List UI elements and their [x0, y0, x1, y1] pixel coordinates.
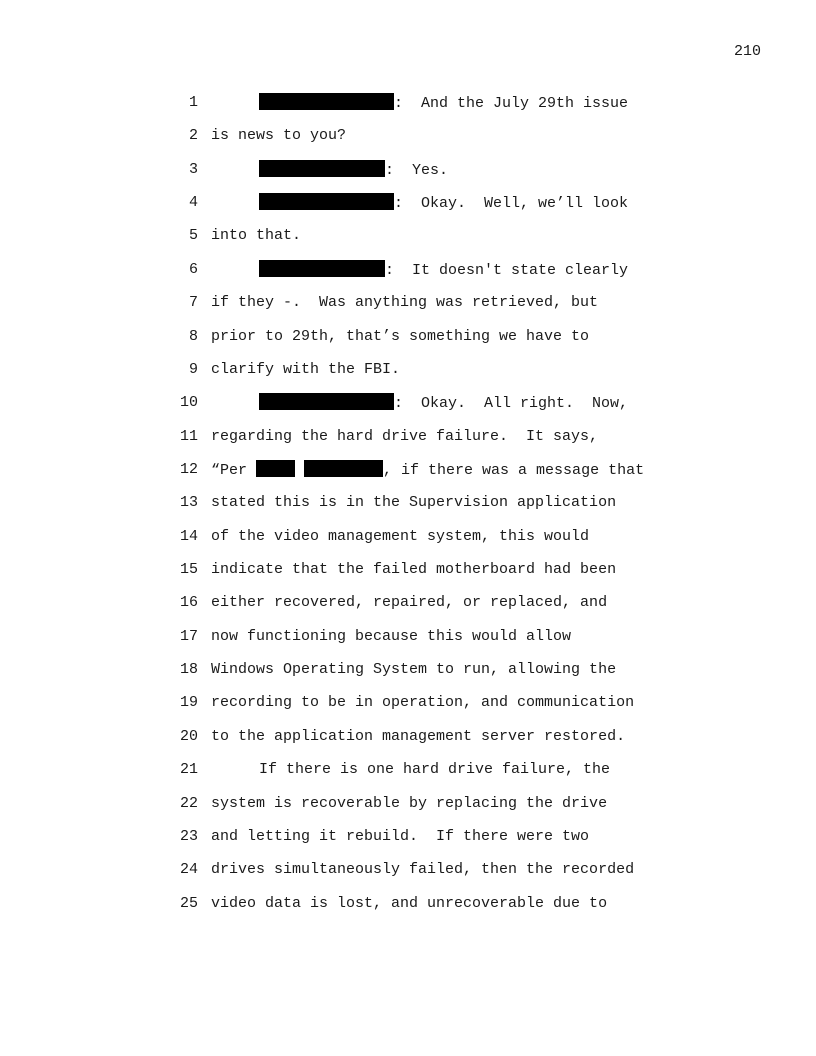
transcript-line — [0, 827, 816, 860]
line-number: 16 — [179, 594, 198, 612]
transcript-line — [0, 360, 816, 393]
line-number: 9 — [188, 360, 198, 378]
redaction-speaker — [259, 193, 394, 210]
line-text: : Yes. — [211, 160, 448, 181]
line-number: 19 — [179, 694, 198, 712]
line-number: 1 — [188, 94, 198, 111]
line-text: to the application management server restored. — [211, 727, 626, 745]
transcript-line — [0, 460, 816, 493]
line-text: clarify with the FBI. — [211, 360, 401, 378]
transcript-line — [0, 727, 816, 760]
redaction-speaker — [259, 393, 394, 410]
transcript-lines — [0, 93, 816, 927]
line-text: regarding the hard drive failure. It says, — [211, 427, 599, 445]
line-text: is news to you? — [211, 127, 347, 145]
line-text: recording to be in operation, and communication — [211, 694, 635, 712]
line-text: now functioning because this would allow — [211, 627, 572, 645]
transcript-line — [0, 327, 816, 360]
line-number: 10 — [179, 394, 198, 412]
line-text: : Okay. Well, we’ll look — [211, 193, 628, 214]
transcript-line — [0, 760, 816, 793]
line-text: : It doesn't state clearly — [211, 260, 628, 281]
transcript-line — [0, 560, 816, 593]
transcript-line — [0, 427, 816, 460]
line-text: Windows Operating System to run, allowing the — [211, 661, 617, 679]
line-text: video data is lost, and unrecoverable due to — [211, 894, 608, 912]
transcript-line — [0, 593, 816, 626]
transcript-line — [0, 226, 816, 259]
transcript-line — [0, 393, 816, 426]
transcript-line — [0, 126, 816, 159]
transcript-line — [0, 193, 816, 226]
line-number: 4 — [188, 194, 198, 212]
transcript-line — [0, 160, 816, 193]
line-number: 3 — [188, 160, 198, 178]
line-number: 24 — [179, 861, 198, 879]
transcript-line — [0, 93, 816, 126]
transcript-line — [0, 860, 816, 893]
transcript-line — [0, 794, 816, 827]
line-number: 20 — [179, 727, 198, 745]
redaction-speaker — [259, 160, 385, 177]
line-text: drives simultaneously failed, then the recorded — [211, 861, 635, 879]
line-number: 14 — [179, 527, 198, 545]
transcript-line — [0, 527, 816, 560]
line-number: 2 — [188, 127, 198, 145]
line-text: : Okay. All right. Now, — [211, 393, 628, 414]
line-text: “Per , if there was a message that — [211, 461, 645, 479]
transcript-line — [0, 293, 816, 326]
line-text: either recovered, repaired, or replaced, and — [211, 594, 608, 612]
redaction-speaker — [259, 260, 385, 277]
transcript-line — [0, 660, 816, 693]
transcript-line — [0, 493, 816, 526]
line-text: : And the July 29th issue — [211, 93, 628, 114]
line-number: 18 — [179, 661, 198, 679]
transcript-line — [0, 693, 816, 726]
transcript-line — [0, 260, 816, 293]
line-text: stated this is in the Supervision application — [211, 494, 617, 512]
line-number: 8 — [188, 327, 198, 345]
redaction-first-name — [256, 460, 295, 477]
line-text: and letting it rebuild. If there were two — [211, 827, 590, 845]
line-number: 6 — [188, 260, 198, 278]
line-number: 23 — [179, 827, 198, 845]
transcript-line — [0, 627, 816, 660]
line-number: 25 — [179, 894, 198, 912]
line-number: 11 — [179, 427, 198, 445]
line-number: 5 — [188, 227, 198, 245]
line-text: indicate that the failed motherboard had been — [211, 561, 617, 579]
line-text: into that. — [211, 227, 302, 245]
line-number: 13 — [179, 494, 198, 512]
transcript-line — [0, 894, 816, 927]
line-number: 15 — [179, 561, 198, 579]
line-text: of the video management system, this would — [211, 527, 590, 545]
line-text: system is recoverable by replacing the drive — [211, 794, 608, 812]
line-number: 7 — [188, 294, 198, 312]
page-number: 210 — [734, 43, 762, 60]
redaction-last-name — [304, 460, 383, 477]
line-text: prior to 29th, that’s something we have to — [211, 327, 590, 345]
line-number: 21 — [179, 761, 198, 779]
line-number: 22 — [179, 794, 198, 812]
line-number: 12 — [179, 460, 198, 478]
line-number: 17 — [179, 627, 198, 645]
line-text: if they -. Was anything was retrieved, but — [211, 294, 599, 312]
line-text: If there is one hard drive failure, the — [259, 761, 611, 779]
redaction-speaker — [259, 93, 394, 110]
